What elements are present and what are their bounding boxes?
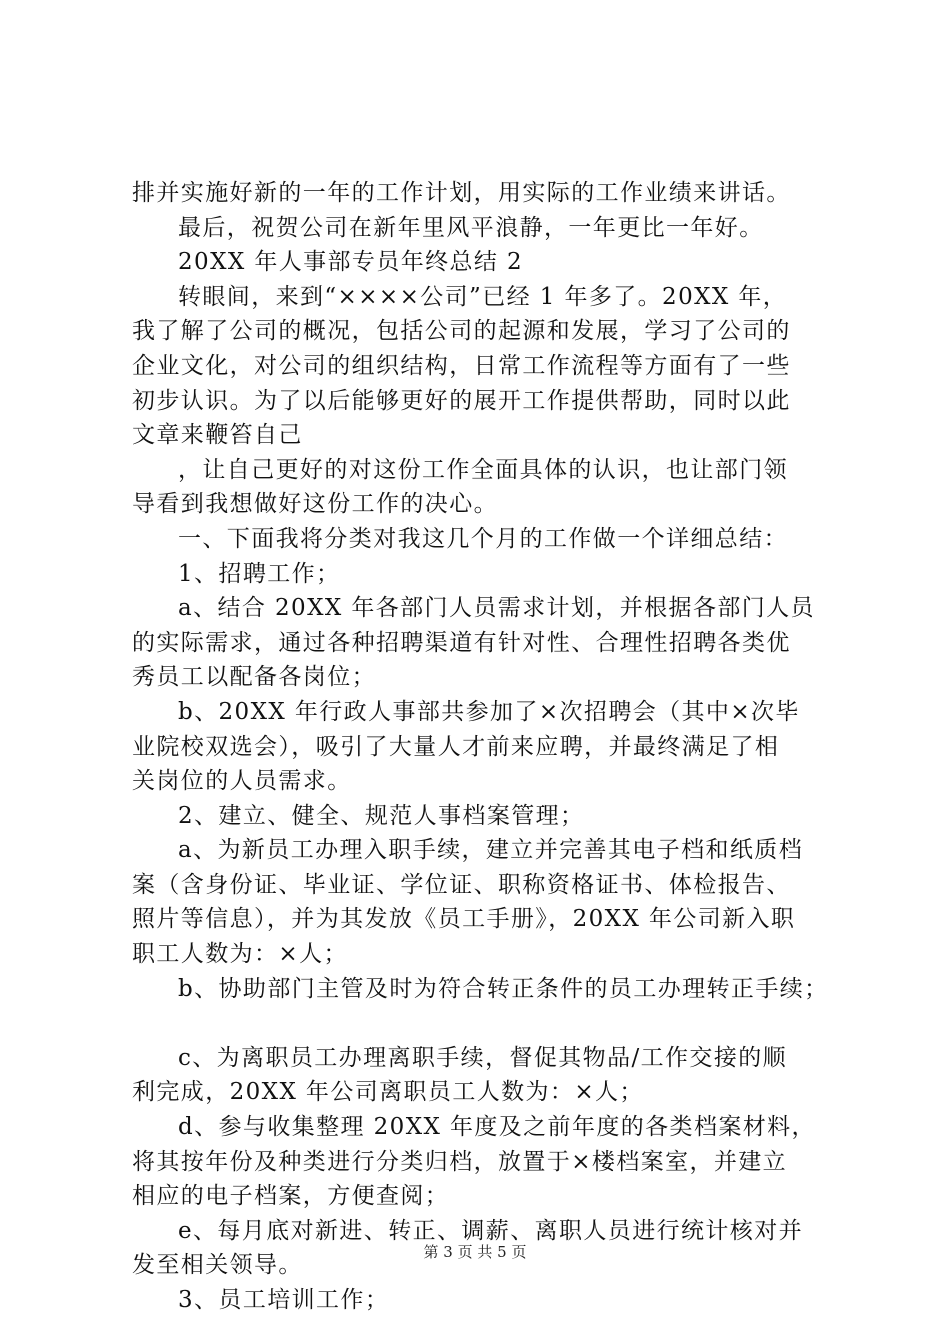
document-body <box>132 176 842 1318</box>
text-line: ，让自己更好的对这份工作全面具体的认识，也让部门领 <box>178 456 788 483</box>
text-line: 案（含身份证、毕业证、学位证、职称资格证书、体检报告、 <box>132 871 791 898</box>
page-number: 第 3 页 共 5 页 <box>423 1243 527 1261</box>
text-line: d、参与收集整理 20XX 年度及之前年度的各类档案材料， <box>178 1114 816 1141</box>
text-line: b、20XX 年行政人事部共参加了×次招聘会（其中×次毕 <box>178 698 800 725</box>
text-line: 导看到我想做好这份工作的决心。 <box>132 491 498 518</box>
text-line: 利完成，20XX 年公司离职员工人数为：×人； <box>132 1079 644 1106</box>
text-line: 排并实施好新的一年的工作计划，用实际的工作业绩来讲话。 <box>132 180 791 206</box>
text-line: 职工人数为：×人； <box>132 941 348 968</box>
text-line: 的实际需求，通过各种招聘渠道有针对性、合理性招聘各类优 <box>132 629 791 656</box>
text-line: b、协助部门主管及时为符合转正条件的员工办理转正手续； <box>178 975 829 1002</box>
text-line: 相应的电子档案，方便查阅； <box>132 1183 450 1210</box>
list-heading: 3、员工培训工作； <box>178 1287 390 1313</box>
text-line: 发至相关领导。 <box>132 1252 303 1279</box>
text-line: e、每月底对新进、转正、调薪、离职人员进行统计核对并 <box>178 1217 804 1244</box>
text-line: 关岗位的人员需求。 <box>132 768 352 795</box>
text-line: 业院校双选会），吸引了大量人才前来应聘，并最终满足了相 <box>132 733 780 760</box>
text-line: 初步认识。为了以后能够更好的展开工作提供帮助，同时以此 <box>132 387 791 414</box>
section-title: 20XX 年人事部专员年终总结 2 <box>178 249 524 276</box>
text-line: 一、下面我将分类对我这几个月的工作做一个详细总结： <box>178 525 788 552</box>
list-heading: 1、招聘工作； <box>178 560 341 587</box>
text-line: 照片等信息），并为其发放《员工手册》，20XX 年公司新入职 <box>132 906 796 933</box>
text-line: 最后，祝贺公司在新年里风平浪静，一年更比一年好。 <box>178 214 764 241</box>
text-line: 我了解了公司的概况，包括公司的起源和发展，学习了公司的 <box>132 318 791 345</box>
text-line: 企业文化，对公司的组织结构，日常工作流程等方面有了一些 <box>132 352 791 379</box>
list-heading: 2、建立、健全、规范人事档案管理； <box>178 802 585 829</box>
text-line: 转眼间，来到“××××公司”已经 1 年多了。20XX 年， <box>178 283 788 310</box>
text-line: a、结合 20XX 年各部门人员需求计划，并根据各部门人员 <box>178 595 815 622</box>
text-line: 秀员工以配备各岗位； <box>132 664 376 691</box>
text-line: 文章来鞭笞自己 <box>132 422 303 449</box>
text-line: a、为新员工办理入职手续，建立并完善其电子档和纸质档 <box>178 837 804 864</box>
blank-line <box>132 1006 842 1041</box>
text-line: 将其按年份及种类进行分类归档，放置于×楼档案室，并建立 <box>132 1148 788 1175</box>
text-line: c、为离职员工办理离职手续，督促其物品/工作交接的顺 <box>178 1044 788 1071</box>
